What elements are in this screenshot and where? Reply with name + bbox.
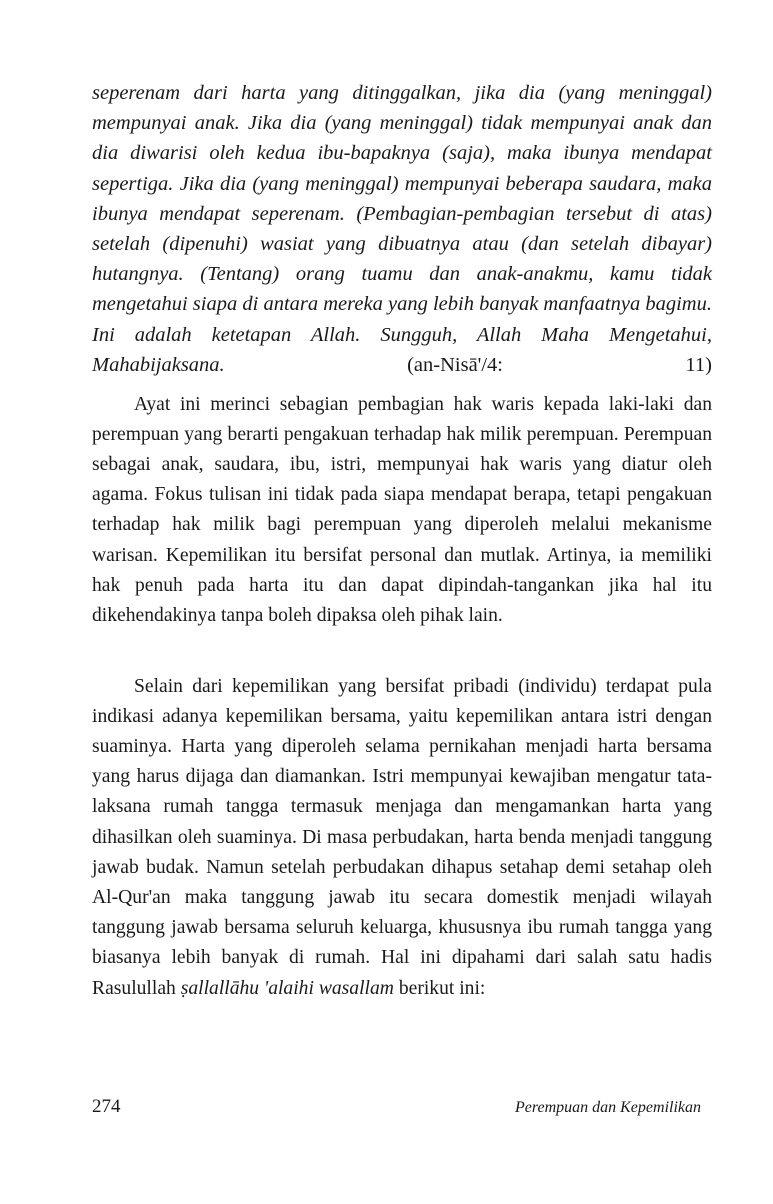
honorific-phrase: ṣallallāhu 'alaihi wasallam	[180, 977, 394, 999]
page-number: 274	[92, 1096, 121, 1117]
body-paragraph-2	[92, 672, 712, 1004]
paragraph-2-end: berikut ini:	[398, 977, 486, 999]
body-paragraph-1: Ayat ini merinci sebagian pembagian hak waris kepada laki-laki dan perempuan yang berarti pengakuan terhadap hak milik perempuan. Perempuan sebagai anak, saudara, ibu, istri, mempunyai hak waris yang diatur oleh agama. Fokus tulisan ini tidak pada siapa mendapat berapa, tetapi pengakuan terhadap hak milik bagi perempuan yang diperoleh melalui mekanisme warisan. Kepemilikan itu bersifat personal dan mutlak. Artinya, ia memiliki hak penuh pada harta itu dan dapat dipindah-tangankan jika hal itu dikehendakinya tanpa boleh dipaksa oleh pihak lain.	[92, 393, 712, 627]
paragraph-2-text: Selain dari kepemilikan yang bersifat pribadi (individu) terdapat pula indikasi adanya kepemilikan bersama, yaitu kepemilikan antara istri dengan suaminya. Harta yang diperoleh selama pernikahan menjadi harta bersama yang harus dijaga dan diamankan. Istri mempunyai kewajiban mengatur tata-laksana rumah tangga termasuk menjaga dan mengamankan harta yang dihasilkan oleh suaminya. Di masa perbudakan, harta benda menjadi tanggung jawab budak. Namun setelah perbudakan dihapus setahap demi setahap oleh Al-Qur'an maka tanggung jawab itu secara domestik menjadi wilayah tanggung jawab bersama seluruh keluarga, khususnya ibu rumah tangga yang biasanya lebih banyak di rumah. Hal ini dipahami dari salah satu hadis Rasulullah	[92, 675, 712, 999]
page-footer	[92, 1096, 701, 1118]
running-title: Perempuan dan Kepemilikan	[514, 1099, 701, 1116]
quote-citation: (an-Nisā'/4: 11)	[407, 353, 712, 376]
quran-translation-quote	[92, 78, 712, 380]
quote-text: seperenam dari harta yang ditinggalkan, jika dia (yang meninggal) mempunyai anak. Jika dia (yang meninggal) tidak mempunyai anak dan dia diwarisi oleh kedua ibu-bapaknya (saja), maka ibunya mendapat sepertiga. Jika dia (yang meninggal) mempunyai beberapa saudara, maka ibunya mendapat seperenam. (Pembagian-pembagian tersebut di atas) setelah (dipenuhi) wasiat yang dibuatnya atau (dan setelah dibayar) hutangnya. (Tentang) orang tuamu dan anak-anakmu, kamu tidak mengetahui siapa di antara mereka yang lebih banyak manfaatnya bagimu. Ini adalah ketetapan Allah. Sungguh, Allah Maha Mengetahui, Mahabijaksana.	[92, 82, 712, 376]
